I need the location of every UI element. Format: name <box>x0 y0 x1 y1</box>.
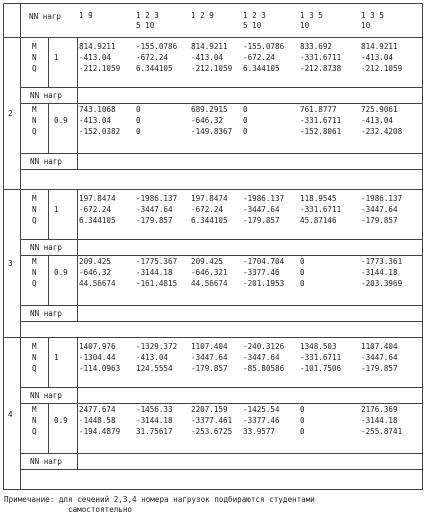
load-factor: 1 <box>54 353 59 362</box>
value-cell: -3144.18 <box>136 416 173 425</box>
col-head-line1: 1 2 3 <box>136 11 159 20</box>
value-cell: -413.04 <box>191 53 224 62</box>
value-cell: 0 <box>243 105 248 114</box>
value-cell: 31.75617 <box>136 427 173 436</box>
table-rule <box>20 321 423 322</box>
value-cell: -672.24 <box>191 205 224 214</box>
value-cell: -1773.361 <box>361 257 403 266</box>
nn-row-label: NN нагр <box>30 309 63 318</box>
section-number: 4 <box>8 409 13 419</box>
value-cell: -3447.64 <box>191 353 228 362</box>
load-factor: 1 <box>54 205 59 214</box>
table-rule <box>77 403 78 453</box>
value-cell: 0 <box>243 116 248 125</box>
table-rule <box>20 87 423 88</box>
value-cell: -3144.18 <box>361 416 398 425</box>
col-head-line1: 1 2 9 <box>191 11 214 20</box>
value-cell: 0 <box>243 127 248 136</box>
table-rule <box>77 239 78 255</box>
value-cell: -413.04 <box>79 116 112 125</box>
value-cell: -1986.137 <box>136 194 178 203</box>
value-cell: -646.321 <box>191 268 228 277</box>
value-cell: 725.9061 <box>361 105 398 114</box>
force-label: Q <box>32 127 37 136</box>
table-rule <box>3 37 423 38</box>
nn-row-label: NN нагр <box>30 157 63 166</box>
value-cell: -85.80586 <box>243 364 285 373</box>
table-rule <box>77 387 78 403</box>
value-cell: 118.9545 <box>300 194 337 203</box>
value-cell: -1456.33 <box>136 405 173 414</box>
value-cell: -155.0786 <box>136 42 178 51</box>
value-cell: -413.04 <box>79 53 112 62</box>
value-cell: 0 <box>136 105 141 114</box>
value-cell: -1986.137 <box>243 194 285 203</box>
table-rule <box>77 189 78 239</box>
value-cell: -3377.46 <box>243 416 280 425</box>
col-head-line2: 10 <box>300 21 310 30</box>
table-rule <box>20 3 21 490</box>
value-cell: -194.4879 <box>79 427 121 436</box>
table-rule <box>48 103 49 153</box>
value-cell: -240.3126 <box>243 342 285 351</box>
note-line-1: Примечание: для сечений 2,3,4 номера нагрузок подбираются студентами <box>4 495 315 504</box>
value-cell: -3377.46 <box>243 268 280 277</box>
value-cell: 209.425 <box>191 257 224 266</box>
value-cell: 124.5554 <box>136 364 173 373</box>
value-cell: -331.6711 <box>300 53 342 62</box>
value-cell: -413.04 <box>361 53 394 62</box>
value-cell: -114.0963 <box>79 364 121 373</box>
table-rule <box>20 469 423 470</box>
value-cell: 0 <box>300 257 305 266</box>
value-cell: -101.7506 <box>300 364 342 373</box>
nn-row-label: NN нагр <box>30 91 63 100</box>
value-cell: 44.56674 <box>79 279 116 288</box>
value-cell: -203.3969 <box>361 279 403 288</box>
value-cell: 2176.369 <box>361 405 398 414</box>
section-number: 2 <box>8 109 13 118</box>
value-cell: -331.6711 <box>300 353 342 362</box>
value-cell: 6.344105 <box>191 216 228 225</box>
table-rule <box>48 189 49 239</box>
value-cell: 44.56674 <box>191 279 228 288</box>
table-rule <box>20 387 423 388</box>
force-label: N <box>32 205 37 214</box>
force-label: N <box>32 416 37 425</box>
table-rule <box>77 255 78 305</box>
value-cell: -161.4815 <box>136 279 178 288</box>
force-label: M <box>32 257 37 266</box>
value-cell: -255.8741 <box>361 427 403 436</box>
value-cell: 209.425 <box>79 257 112 266</box>
value-cell: -3447.64 <box>361 353 398 362</box>
value-cell: -3447.64 <box>136 205 173 214</box>
nn-row-label: NN нагр <box>30 457 63 466</box>
value-cell: -179.857 <box>361 364 398 373</box>
load-factor: 0.9 <box>54 416 68 425</box>
value-cell: -413.04 <box>361 116 394 125</box>
value-cell: -152.0382 <box>79 127 121 136</box>
force-label: N <box>32 53 37 62</box>
table-rule <box>77 305 78 321</box>
value-cell: -413.04 <box>136 353 169 362</box>
value-cell: -3447.64 <box>243 205 280 214</box>
value-cell: -1448.58 <box>79 416 116 425</box>
value-cell: -1304.44 <box>79 353 116 362</box>
force-label: N <box>32 268 37 277</box>
value-cell: 814.9211 <box>79 42 116 51</box>
value-cell: 0 <box>300 405 305 414</box>
table-rule <box>20 239 423 240</box>
value-cell: -212.1059 <box>361 64 403 73</box>
value-cell: -179.857 <box>191 364 228 373</box>
force-label: Q <box>32 427 37 436</box>
value-cell: 743.1068 <box>79 105 116 114</box>
table-rule <box>3 337 423 338</box>
value-cell: -331.6711 <box>300 116 342 125</box>
value-cell: 833.692 <box>300 42 333 51</box>
force-label: N <box>32 353 37 362</box>
force-label: Q <box>32 279 37 288</box>
table-rule <box>3 189 423 190</box>
value-cell: -672.24 <box>79 205 112 214</box>
force-label: M <box>32 405 37 414</box>
value-cell: -179.857 <box>243 216 280 225</box>
value-cell: 0 <box>300 268 305 277</box>
value-cell: 814.9211 <box>191 42 228 51</box>
value-cell: 197.8474 <box>191 194 228 203</box>
value-cell: -179.857 <box>361 216 398 225</box>
table-rule <box>48 37 49 87</box>
value-cell: 1107.404 <box>191 342 228 351</box>
value-cell: -253.6725 <box>191 427 233 436</box>
value-cell: -212.1059 <box>191 64 233 73</box>
value-cell: 814.9211 <box>361 42 398 51</box>
value-cell: 1407.976 <box>79 342 116 351</box>
header-nn-label: NN нагр <box>29 12 62 21</box>
value-cell: 1348.503 <box>300 342 337 351</box>
table-rule <box>77 87 78 103</box>
table-rule <box>20 305 423 306</box>
value-cell: 0 <box>136 116 141 125</box>
value-cell: -212.8738 <box>300 64 342 73</box>
value-cell: 45.87146 <box>300 216 337 225</box>
value-cell: 2477.674 <box>79 405 116 414</box>
value-cell: -3144.18 <box>136 268 173 277</box>
col-head-line1: 1 9 <box>79 11 93 20</box>
value-cell: -152.8061 <box>300 127 342 136</box>
value-cell: -3447.64 <box>243 353 280 362</box>
table-rule <box>20 453 423 454</box>
value-cell: -3447.64 <box>361 205 398 214</box>
force-label: Q <box>32 364 37 373</box>
table-rule <box>77 337 78 387</box>
value-cell: -646.32 <box>79 268 112 277</box>
force-label: M <box>32 42 37 51</box>
nn-row-label: NN нагр <box>30 391 63 400</box>
value-cell: 1107.404 <box>361 342 398 351</box>
table-rule <box>77 153 78 169</box>
table-rule <box>20 153 423 154</box>
value-cell: -232.4208 <box>361 127 403 136</box>
load-factor: 0.9 <box>54 116 68 125</box>
value-cell: -1704.704 <box>243 257 285 266</box>
value-cell: -212.1059 <box>79 64 121 73</box>
value-cell: -331.6711 <box>300 205 342 214</box>
value-cell: -179.857 <box>136 216 173 225</box>
load-factor: 0.9 <box>54 268 68 277</box>
value-cell: -672.24 <box>243 53 276 62</box>
table-rule <box>48 337 49 387</box>
force-label: M <box>32 194 37 203</box>
value-cell: 0 <box>300 427 305 436</box>
value-cell: -1425.54 <box>243 405 280 414</box>
value-cell: -646.32 <box>191 116 224 125</box>
value-cell: -149.8367 <box>191 127 233 136</box>
value-cell: -3377.461 <box>191 416 233 425</box>
value-cell: 0 <box>300 279 305 288</box>
col-head-line1: 1 3 5 <box>300 11 323 20</box>
col-head-line1: 1 2 3 <box>243 11 266 20</box>
section-number: 3 <box>8 259 13 268</box>
col-head-line2: 5 10 <box>136 21 155 30</box>
value-cell: 689.2915 <box>191 105 228 114</box>
value-cell: -3144.18 <box>361 268 398 277</box>
value-cell: -201.1953 <box>243 279 285 288</box>
force-label: Q <box>32 216 37 225</box>
value-cell: 33.9577 <box>243 427 276 436</box>
value-cell: -1775.367 <box>136 257 178 266</box>
value-cell: 0 <box>136 127 141 136</box>
nn-row-label: NN нагр <box>30 243 63 252</box>
col-head-line2: 5 10 <box>243 21 262 30</box>
table-rule <box>48 403 49 453</box>
force-label: Q <box>32 64 37 73</box>
value-cell: 2207.159 <box>191 405 228 414</box>
value-cell: -155.0786 <box>243 42 285 51</box>
value-cell: -1986.137 <box>361 194 403 203</box>
force-label: M <box>32 342 37 351</box>
force-label: M <box>32 105 37 114</box>
table-rule <box>77 103 78 153</box>
value-cell: 6.344105 <box>79 216 116 225</box>
value-cell: 761.8777 <box>300 105 337 114</box>
load-factor: 1 <box>54 53 59 62</box>
table-rule <box>20 169 423 170</box>
value-cell: -1329.372 <box>136 342 178 351</box>
value-cell: 6.344105 <box>136 64 173 73</box>
table-rule <box>77 37 78 87</box>
col-head-line2: 10 <box>361 21 371 30</box>
note-line-2: самостоятельно <box>68 505 133 514</box>
value-cell: 197.8474 <box>79 194 116 203</box>
table-rule <box>48 255 49 305</box>
value-cell: 6.344105 <box>243 64 280 73</box>
table-rule <box>77 453 78 469</box>
value-cell: -672.24 <box>136 53 169 62</box>
value-cell: 0 <box>300 416 305 425</box>
force-label: N <box>32 116 37 125</box>
col-head-line1: 1 3 5 <box>361 11 384 20</box>
